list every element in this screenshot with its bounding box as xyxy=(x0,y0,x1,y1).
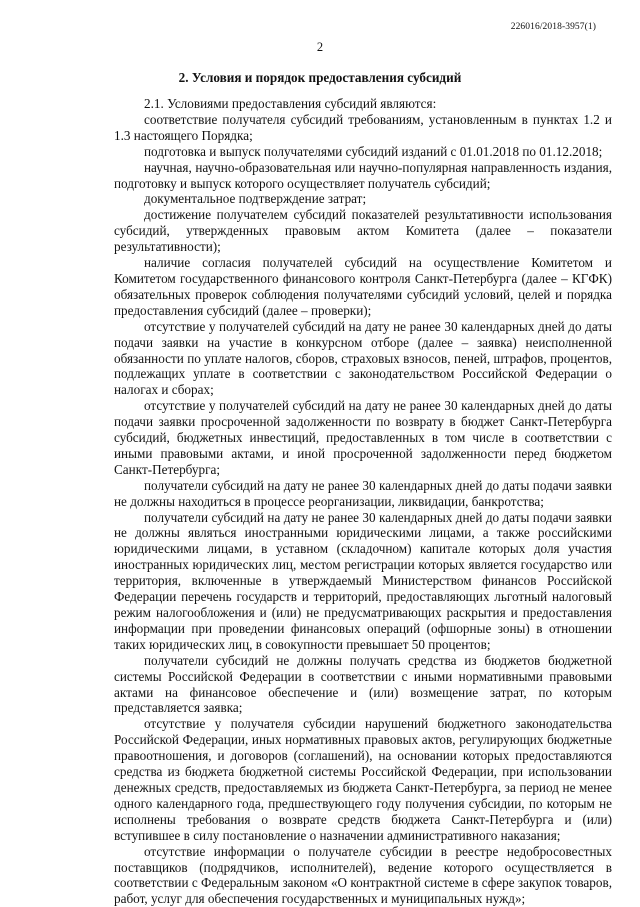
paragraph: 2.1. Условиями предоставления субсидий являются: xyxy=(144,96,437,111)
paragraph: соответствие получателя субсидий требованиям, установленным в пунктах 1.2 и 1.3 настоящего Порядка; xyxy=(114,111,612,143)
section-heading: 2. Условия и порядок предоставления субсидий xyxy=(178,70,462,85)
paragraph: отсутствие у получателей субсидий на дату не ранее 30 календарных дней до даты подачи заявки просроченной задолженности по возврату в бюджет Санкт-Петербурга субсидий, бюджетных инвестиций, предоставленных в том числе в соответствии с иными правовыми актами, и иной просроченной задолженности перед бюджетом Санкт-Петербурга; xyxy=(114,398,612,477)
paragraph: научная, научно-образовательная или научно-популярная направленность издания, подготовку и выпуск которого осуществляет получатель субсидий; xyxy=(114,159,612,191)
page-number: 2 xyxy=(316,40,324,54)
paragraph: отсутствие у получателей субсидий на дату не ранее 30 календарных дней до даты подачи заявки на участие в конкурсном отборе (далее – заявка) неисполненной обязанности по уплате налогов, сборов, страховых взносов, пеней, штрафов, процентов, подлежащих уплате в соответствии с законодательством Российской Федерации о налогах и сборах; xyxy=(114,318,612,398)
document-body xyxy=(114,96,612,907)
document-number: 226016/2018-3957(1) xyxy=(510,22,596,32)
paragraph: получатели субсидий на дату не ранее 30 календарных дней до даты подачи заявки не должны находиться в процессе реорганизации, ликвидации, банкротства; xyxy=(114,477,612,509)
paragraph: документальное подтверждение затрат; xyxy=(144,191,367,207)
paragraph: отсутствие у получателя субсидии нарушений бюджетного законодательства Российской Федерации, иных нормативных правовых актов, регулирующих бюджетные правоотношения, и договоров (соглашений), на основании которых предоставляются средства из бюджета бюджетной системы Российской Федерации, при использовании денежных средств, предоставляемых из бюджета Санкт-Петербурга, за период не менее одного календарного года, предшествующего году получения субсидии, по которым не исполнены требования о возврате средств бюджета Санкт-Петербурга и (или) вступившее в силу постановление о назначении административного наказания; xyxy=(114,716,612,843)
paragraph: получатели субсидий не должны получать средства из бюджетов бюджетной системы Российской Федерации в соответствии с иными нормативными правовыми актами на финансовое обеспечение и (или) возмещение затрат, по которым представляется заявка; xyxy=(114,652,612,716)
paragraph: наличие согласия получателей субсидий на осуществление Комитетом и Комитетом государственного финансового контроля Санкт-Петербурга (далее – КГФК) обязательных проверок соблюдения получателями субсидий условий, целей и порядка предоставления субсидий (далее – проверки); xyxy=(114,255,612,318)
paragraph: достижение получателем субсидий показателей результативности использования субсидий, утвержденных правовым актом Комитета (далее – показатели результативности); xyxy=(114,207,612,255)
paragraph: отсутствие информации о получателе субсидии в реестре недобросовестных поставщиков (подрядчиков, исполнителей), ведение которого осуществляется в соответствии с Федеральным законом «О контрактной системе в сфере закупок товаров, работ, услуг для обеспечения государственных и муниципальных нужд»; xyxy=(114,843,612,907)
paragraph: подготовка и выпуск получателями субсидий изданий с 01.01.2018 по 01.12.2018; xyxy=(144,143,603,159)
paragraph: получатели субсидий на дату не ранее 30 календарных дней до даты подачи заявки не должны являться иностранными юридическими лицами, а также российскими юридическими лицами, в уставном (складочном) капитале которых доля участия иностранных юридических лиц, местом регистрации которых является государство или территория, включенные в утверждаемый Министерством финансов Российской Федерации перечень государств и территорий, предоставляющих льготный налоговый режим налогообложения и (или) не предусматривающих раскрытия и предоставления информации при проведении финансовых операций (офшорные зоны) в отношении таких юридических лиц, в совокупности превышает 50 процентов; xyxy=(114,509,612,652)
